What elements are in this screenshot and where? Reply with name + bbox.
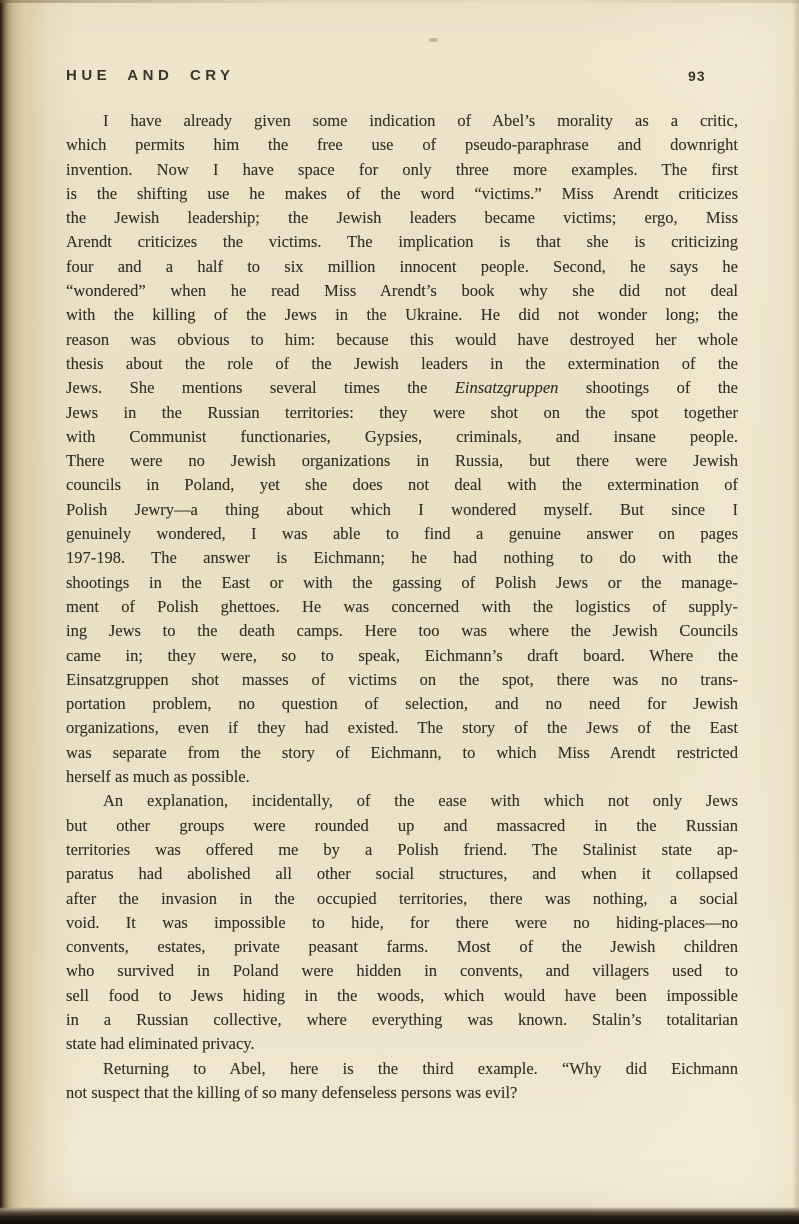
text-line: state had eliminated privacy. [66, 1034, 255, 1054]
text-line: herself as much as possible. [66, 767, 250, 787]
body-text [66, 109, 738, 1105]
paragraph [66, 109, 738, 789]
running-header-title: HUE AND CRY [66, 67, 235, 84]
text-line: not suspect that the killing of so many defenseless persons was evil? [66, 1082, 518, 1102]
text-line: I have already given some indication of Abel’s morality as a critic, [103, 111, 738, 130]
text-line: An explanation, incidentally, of the ease with which not only Jews [103, 791, 738, 811]
text-line: reason was obvious to him: because this would have destroyed her whole [66, 329, 738, 349]
text-line: “wondered” when he read Miss Arendt’s book why she did not deal [66, 281, 738, 301]
text-line: Jews in the Russian territories: they were shot on the spot together [66, 402, 738, 422]
text-line: invention. Now I have space for only three more examples. The first [66, 159, 738, 179]
text-line: Einsatzgruppen shot masses of victims on the spot, there was no trans- [66, 669, 738, 689]
text-line: paratus had abolished all other social structures, and when it collapsed [66, 864, 738, 884]
page-top-edge [0, 0, 799, 3]
text-line: councils in Poland, yet she does not deal with the extermination of [66, 475, 738, 495]
page-number: 93 [688, 68, 706, 84]
text-line: came in; they were, so to speak, Eichmann’s draft board. Where the [66, 645, 738, 665]
text-line: There were no Jewish organizations in Russia, but there were Jewish [66, 451, 738, 471]
text-line: genuinely wondered, I was able to find a genuine answer on pages [66, 524, 738, 544]
paragraph [66, 789, 738, 1056]
text-line: sell food to Jews hiding in the woods, which would have been impossible [66, 985, 738, 1005]
text-line: void. It was impossible to hide, for there were no hiding-places—no [66, 912, 738, 932]
text-line: Arendt criticizes the victims. The implication is that she is criticizing [66, 232, 738, 252]
text-line: who survived in Poland were hidden in convents, and villagers used to [66, 961, 738, 981]
text-line: thesis about the role of the Jewish leaders in the extermination of the [66, 353, 738, 373]
text-line: shootings in the East or with the gassing of Polish Jews or the manage- [66, 572, 738, 592]
scan-speck [429, 38, 438, 42]
text-line: convents, estates, private peasant farms. Most of the Jewish children [66, 937, 738, 957]
running-header [66, 67, 738, 85]
text-line: the Jewish leadership; the Jewish leaders became victims; ergo, Miss [66, 208, 738, 228]
text-line: with Communist functionaries, Gypsies, criminals, and insane people. [66, 426, 738, 446]
text-line: 197-198. The answer is Eichmann; he had nothing to do with the [66, 548, 738, 568]
page-right-edge [792, 0, 799, 1224]
text-line: was separate from the story of Eichmann, to which Miss Arendt restricted [66, 742, 738, 762]
text-line: with the killing of the Jews in the Ukraine. He did not wonder long; the [66, 305, 738, 325]
book-bottom-edge [0, 1207, 799, 1224]
text-line: Polish Jewry—a thing about which I wondered myself. But since I [66, 499, 738, 519]
text-line: organizations, even if they had existed. The story of the Jews of the East [66, 718, 738, 738]
text-line: Jews. She mentions several times the Einsatzgruppen shootings of the [66, 378, 738, 398]
text-line: after the invasion in the occupied territories, there was nothing, a social [66, 888, 738, 908]
text-line: Returning to Abel, here is the third example. “Why did Eichmann [103, 1058, 738, 1078]
text-line: portation problem, no question of selection, and no need for Jewish [66, 694, 738, 714]
text-line: four and a half to six million innocent people. Second, he says he [66, 256, 738, 276]
paragraph [66, 1057, 738, 1106]
text-line: but other groups were rounded up and massacred in the Russian [66, 815, 738, 835]
text-line: in a Russian collective, where everything was known. Stalin’s totalitarian [66, 1009, 738, 1029]
book-binding-shadow [0, 0, 48, 1224]
text-line: which permits him the free use of pseudo-paraphrase and downright [66, 135, 738, 155]
text-line: ing Jews to the death camps. Here too was where the Jewish Councils [66, 621, 738, 641]
text-line: ment of Polish ghettoes. He was concerned with the logistics of supply- [66, 596, 738, 616]
text-line: is the shifting use he makes of the word “victims.” Miss Arendt criticizes [66, 183, 738, 203]
text-line: territories was offered me by a Polish friend. The Stalinist state ap- [66, 839, 738, 859]
